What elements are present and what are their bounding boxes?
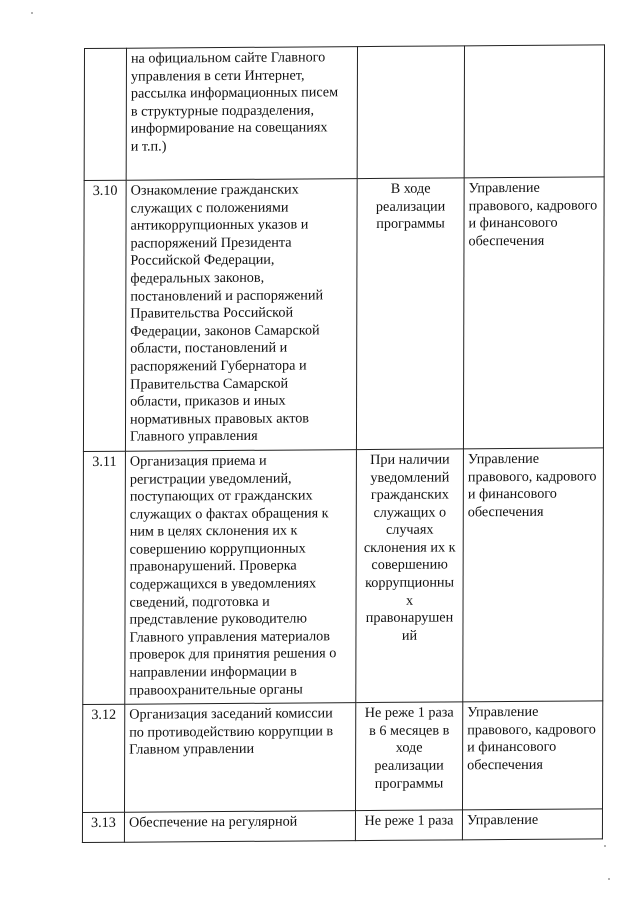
responsible-line: правового, кадрового	[467, 467, 597, 485]
activity-cell	[125, 179, 357, 452]
activity-line: Организация приема и	[129, 452, 267, 470]
scan-speck	[608, 878, 610, 880]
activity-line: нормативных правовых актов	[130, 410, 310, 428]
deadline-cell	[356, 449, 464, 703]
activity-line: содержащихся в уведомлениях	[129, 575, 317, 593]
activity-cell	[124, 811, 355, 843]
activity-line: Правительства Российской	[130, 304, 294, 322]
deadline-line: ий	[401, 627, 418, 644]
measures-table	[82, 44, 605, 843]
scan-speck	[31, 12, 33, 14]
activity-line: проверок для принятия решения о	[129, 645, 337, 664]
item-number-cell: 3.12	[82, 704, 124, 812]
activity-line: по противодействию коррупции в	[129, 723, 334, 741]
deadline-line: программы	[374, 775, 444, 792]
item-number-cell	[84, 48, 126, 180]
activity-line: Ознакомление гражданских	[130, 181, 299, 199]
activity-line: федеральных законов,	[130, 269, 265, 287]
activity-line: распоряжений Губернатора и	[130, 357, 307, 375]
activity-line: ним в целях склонения их к	[129, 522, 298, 540]
responsible-cell	[463, 448, 604, 702]
responsible-cell	[462, 809, 602, 840]
deadline-cell	[355, 810, 462, 841]
scan-speck	[604, 845, 606, 847]
activity-line: правонарушений. Проверка	[129, 557, 297, 576]
item-number-cell: 3.11	[83, 451, 126, 705]
table-row	[82, 809, 602, 843]
activity-line: информирование на совещаниях	[130, 119, 328, 138]
responsible-line: обеспечения	[468, 232, 545, 250]
activity-line: на официальном сайте Главного	[130, 49, 326, 67]
activity-line: управления в сети Интернет,	[130, 67, 305, 85]
item-number-cell: 3.10	[83, 180, 126, 451]
responsible-line: Управление	[468, 179, 540, 197]
responsible-line: Управление	[467, 450, 540, 468]
activity-line: и т.п.)	[130, 138, 167, 155]
responsible-line: Управление	[467, 704, 539, 721]
activity-line: поступающих от гражданских	[129, 487, 313, 505]
activity-line: Обеспечение на регулярной	[128, 813, 298, 831]
deadline-cell	[357, 46, 464, 179]
responsible-line: обеспечения	[467, 756, 543, 774]
deadline-line: служащих о	[373, 504, 447, 521]
deadline-line: в 6 месяцев в	[369, 722, 450, 739]
table-row	[83, 448, 604, 705]
activity-line: сведений, подготовка и	[129, 593, 270, 611]
table-row	[83, 177, 604, 452]
responsible-line: Управление	[466, 812, 539, 829]
responsible-line: и финансового	[467, 485, 557, 503]
deadline-line: При наличии	[370, 451, 450, 468]
deadline-line: Не реже 1 раза	[364, 812, 454, 830]
deadline-cell	[355, 702, 462, 811]
activity-cell	[124, 703, 355, 813]
deadline-line: ходе	[395, 740, 423, 757]
deadline-line: реализации	[374, 757, 444, 774]
responsible-line: правового, кадрового	[468, 197, 598, 214]
deadline-line: х	[405, 592, 414, 609]
item-number-cell: 3.13	[82, 812, 124, 842]
activity-line: служащих о фактах обращения к	[129, 504, 329, 523]
responsible-line: и финансового	[468, 214, 558, 232]
table-row	[82, 701, 602, 813]
activity-line: Главном управлении	[129, 741, 255, 759]
activity-line: распоряжений Президента	[130, 234, 292, 252]
activity-line: Главного управления	[129, 428, 258, 445]
deadline-line: программы	[376, 215, 445, 233]
deadline-line: гражданских	[370, 486, 449, 504]
table-row	[84, 45, 604, 181]
activity-cell	[126, 47, 357, 181]
activity-line: правоохранительные органы	[129, 681, 303, 699]
responsible-cell	[463, 177, 604, 449]
activity-line: в структурные подразделения,	[130, 102, 315, 120]
activity-line: области, приказов и иных	[130, 392, 286, 410]
activity-line: представление руководителю	[129, 610, 307, 628]
deadline-line: склонения их к	[363, 539, 456, 556]
activity-cell	[125, 450, 357, 705]
activity-line: Правительства Самарской	[130, 375, 289, 393]
deadline-line: уведомлений	[370, 468, 450, 486]
responsible-line: правового, кадрового	[467, 721, 596, 739]
activity-line: регистрации уведомлений,	[129, 470, 292, 488]
activity-line: Главного управления материалов	[129, 628, 330, 646]
activity-line: Российской Федерации,	[130, 252, 275, 270]
responsible-line: и финансового	[467, 739, 557, 756]
deadline-line: В ходе	[390, 180, 431, 197]
activity-line: совершению коррупционных	[129, 540, 306, 558]
deadline-line: совершению	[371, 556, 448, 574]
activity-line: антикоррупционных указов и	[130, 216, 309, 234]
deadline-cell	[356, 178, 464, 450]
activity-line: постановлений и распоряжений	[130, 286, 324, 305]
responsible-cell	[464, 45, 604, 178]
activity-line: Организация заседаний комиссии	[129, 705, 333, 723]
responsible-cell	[462, 701, 602, 810]
deadline-line: правонарушен	[365, 609, 454, 627]
activity-line: Федерации, законов Самарской	[130, 322, 320, 340]
activity-line: рассылка информационных писем	[130, 84, 339, 102]
activity-line: служащих с положениями	[130, 199, 289, 217]
deadline-line: случаях	[385, 521, 434, 539]
deadline-line: коррупционны	[365, 574, 455, 592]
activity-line: области, постановлений и	[130, 339, 288, 358]
deadline-line: реализации	[375, 198, 446, 215]
activity-line: направлении информации в	[129, 663, 297, 681]
responsible-line: обеспечения	[467, 503, 544, 521]
deadline-line: Не реже 1 раза	[364, 704, 454, 722]
